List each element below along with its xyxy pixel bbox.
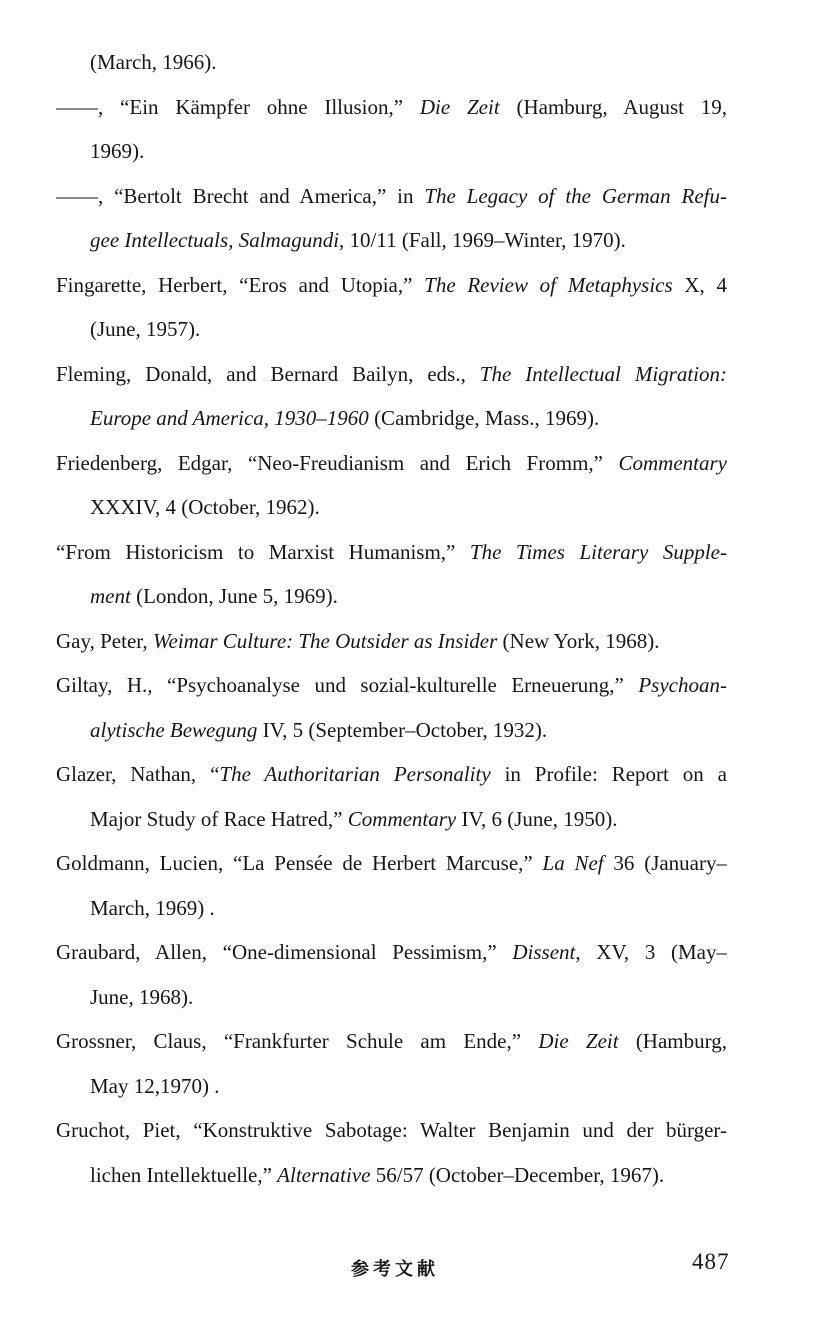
bib-line — [56, 975, 727, 1020]
bib-line — [56, 174, 727, 219]
text-segment: , XV, 3 (May– — [575, 940, 727, 964]
bib-line — [56, 263, 727, 308]
italic-text-segment: alytische Bewegung — [90, 717, 258, 742]
bib-line — [56, 1064, 727, 1109]
text-segment: IV, 5 (September–October, 1932). — [257, 717, 548, 742]
text-segment: Glazer, Nathan, “ — [56, 762, 220, 786]
bib-line — [56, 930, 727, 975]
italic-text-segment: Psychoan- — [638, 673, 727, 697]
text-segment: Gay, Peter, — [56, 628, 153, 653]
text-segment: Fingarette, Herbert, “Eros and Utopia,” — [56, 272, 425, 297]
text-segment: (March, 1966). — [90, 50, 217, 74]
text-segment: Goldmann, Lucien, “La Pensée de Herbert Marcuse,” — [56, 851, 543, 875]
bib-line — [56, 85, 727, 130]
text-segment: (Hamburg, August 19, — [499, 94, 727, 119]
bib-line — [56, 619, 727, 664]
text-segment: Giltay, H., “Psychoanalyse und sozial-kulturelle Erneuerung,” — [56, 673, 639, 697]
bib-line — [56, 1108, 727, 1153]
bib-line — [56, 752, 727, 797]
bib-line — [56, 1019, 727, 1064]
bib-line — [56, 708, 727, 753]
italic-text-segment: The Intellectual Migration: — [479, 361, 727, 386]
bib-line — [56, 574, 727, 619]
text-segment: March, 1969) . — [90, 895, 215, 920]
text-segment: ——, “Bertolt Brecht and America,” in — [56, 183, 425, 208]
italic-text-segment: Die Zeit — [538, 1029, 619, 1053]
italic-text-segment: The Review of Metaphysics — [424, 272, 673, 297]
text-segment: 1969). — [90, 139, 145, 163]
text-segment: X, 4 — [672, 272, 727, 297]
text-segment: (New York, 1968). — [497, 628, 660, 653]
italic-text-segment: Die Zeit — [419, 94, 500, 119]
bib-line — [56, 1153, 727, 1198]
footer-section-title: 参考文献 — [351, 1259, 439, 1279]
bib-line — [56, 40, 727, 85]
bib-line — [56, 129, 727, 174]
italic-text-segment: gee Intellectuals, Salmagundi — [90, 228, 340, 252]
bib-line — [56, 797, 727, 842]
bib-line — [56, 530, 727, 575]
bib-line — [56, 886, 727, 931]
text-segment: IV, 6 (June, 1950). — [456, 806, 618, 831]
italic-text-segment: ment — [90, 584, 131, 608]
text-segment: (London, June 5, 1969). — [130, 584, 338, 608]
bib-line — [56, 663, 727, 708]
italic-text-segment: Weimar Culture: The Outsider as Insider — [152, 628, 498, 653]
text-segment: May 12,1970) . — [90, 1073, 220, 1098]
italic-text-segment: La Nef — [542, 851, 604, 875]
text-segment: , 10/11 (Fall, 1969–Winter, 1970). — [339, 228, 626, 252]
text-segment: XXXIV, 4 (October, 1962). — [90, 495, 320, 519]
italic-text-segment: Europe and America, 1930–1960 — [90, 406, 369, 430]
text-segment: 36 (January– — [603, 851, 727, 875]
italic-text-segment: The Legacy of the German Refu- — [424, 183, 727, 208]
text-segment: Graubard, Allen, “One-dimensional Pessimism,” — [56, 940, 513, 964]
page-number: 487 — [692, 1249, 730, 1274]
bib-line — [56, 485, 727, 530]
text-segment: (June, 1957). — [90, 317, 201, 341]
text-segment: “From Historicism to Marxist Humanism,” — [56, 539, 470, 564]
text-segment: in Profile: Report on a — [490, 762, 727, 786]
text-segment: (Cambridge, Mass., 1969). — [368, 406, 600, 430]
italic-text-segment: The Times Literary Supple- — [469, 539, 727, 564]
bib-line — [56, 841, 727, 886]
text-segment: Grossner, Claus, “Frankfurter Schule am Ende,” — [56, 1029, 539, 1053]
bib-line — [56, 307, 727, 352]
bibliography-text — [56, 40, 727, 1197]
italic-text-segment: Alternative — [277, 1162, 371, 1187]
italic-text-segment: The Authoritarian Personality — [219, 762, 491, 786]
text-segment: ——, “Ein Kämpfer ohne Illusion,” — [56, 94, 420, 119]
text-segment: Gruchot, Piet, “Konstruktive Sabotage: Walter Benjamin und der bürger- — [56, 1118, 727, 1142]
text-segment: (Hamburg, — [618, 1029, 727, 1053]
bib-line — [56, 396, 727, 441]
italic-text-segment: Commentary — [618, 450, 727, 475]
text-segment: lichen Intellektuelle,” — [90, 1162, 278, 1187]
bib-line — [56, 441, 727, 486]
text-segment: June, 1968). — [90, 984, 194, 1009]
text-segment: Friedenberg, Edgar, “Neo-Freudianism and Erich Fromm,” — [56, 450, 619, 475]
text-segment: Major Study of Race Hatred,” — [90, 806, 348, 831]
italic-text-segment: Commentary — [347, 806, 457, 831]
bib-line — [56, 352, 727, 397]
italic-text-segment: Dissent — [512, 940, 576, 964]
text-segment: 56/57 (October–December, 1967). — [370, 1162, 665, 1187]
bib-line — [56, 218, 727, 263]
text-segment: Fleming, Donald, and Bernard Bailyn, eds., — [56, 361, 480, 386]
